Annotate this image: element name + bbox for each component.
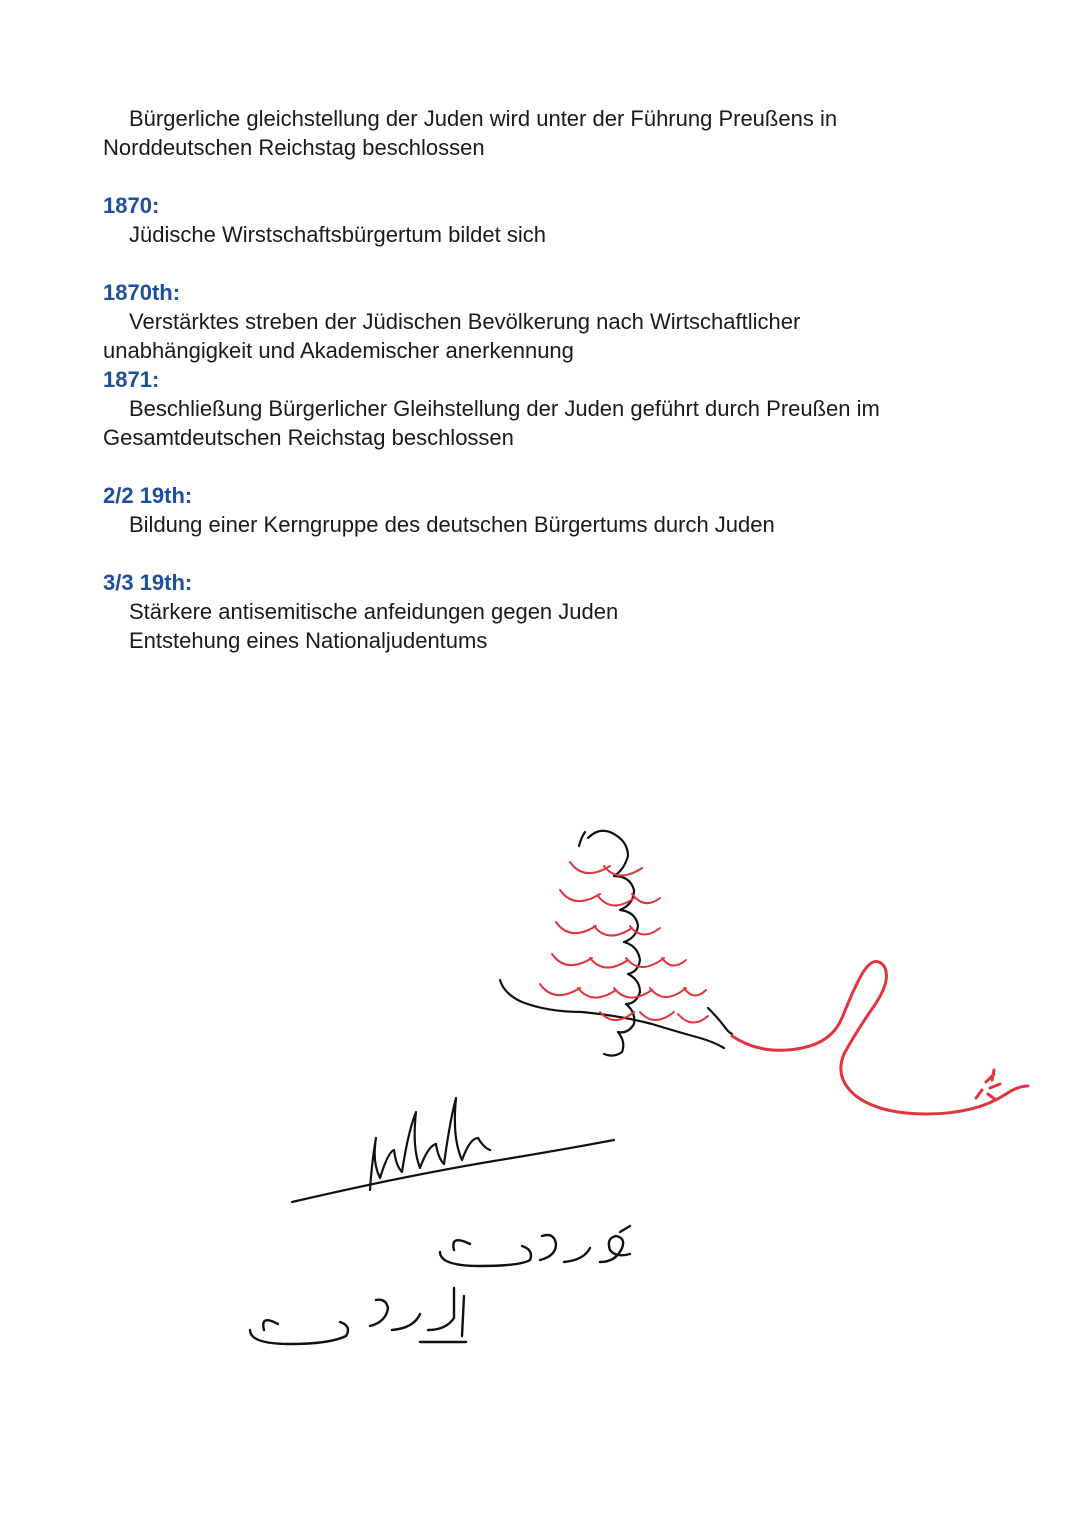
entry-text-line: Jüdische Wirstschaftsbürgertum bildet sich <box>129 222 546 247</box>
entry-text-line: Entstehung eines Nationaljudentums <box>129 628 488 653</box>
entry-text-line: Bürgerliche gleichstellung der Juden wird unter der Führung Preußens in <box>129 106 838 131</box>
signature-latin-icon <box>292 1098 614 1202</box>
signature-arabic-1-icon <box>440 1226 630 1266</box>
entry-text-line: unabhängigkeit und Akademischer anerkennung <box>103 338 574 363</box>
red-string-icon <box>732 962 1028 1115</box>
cone-sketch-icon <box>500 831 732 1056</box>
entry-year: 3/3 19th: <box>103 570 193 595</box>
entry-text-line: Norddeutschen Reichstag beschlossen <box>103 135 485 160</box>
entry-year: 2/2 19th: <box>103 483 193 508</box>
entry-year: 1870: <box>103 193 160 218</box>
entry-text-line: Beschließung Bürgerlicher Gleihstellung der Juden geführt durch Preußen im <box>129 396 880 421</box>
entry-year: 1871: <box>103 367 160 392</box>
entry-text-line: Verstärktes streben der Jüdischen Bevölkerung nach Wirtschaftlicher <box>129 309 801 334</box>
entry-text-line: Stärkere antisemitische anfeidungen gegen Juden <box>129 599 619 624</box>
entry-year: 1870th: <box>103 280 181 305</box>
signature-arabic-2-icon <box>250 1288 466 1344</box>
entry-text-line: Gesamtdeutschen Reichstag beschlossen <box>103 425 514 450</box>
cone-scales-icon <box>540 862 708 1023</box>
entry-text-line: Bildung einer Kerngruppe des deutschen Bürgertums durch Juden <box>129 512 775 537</box>
